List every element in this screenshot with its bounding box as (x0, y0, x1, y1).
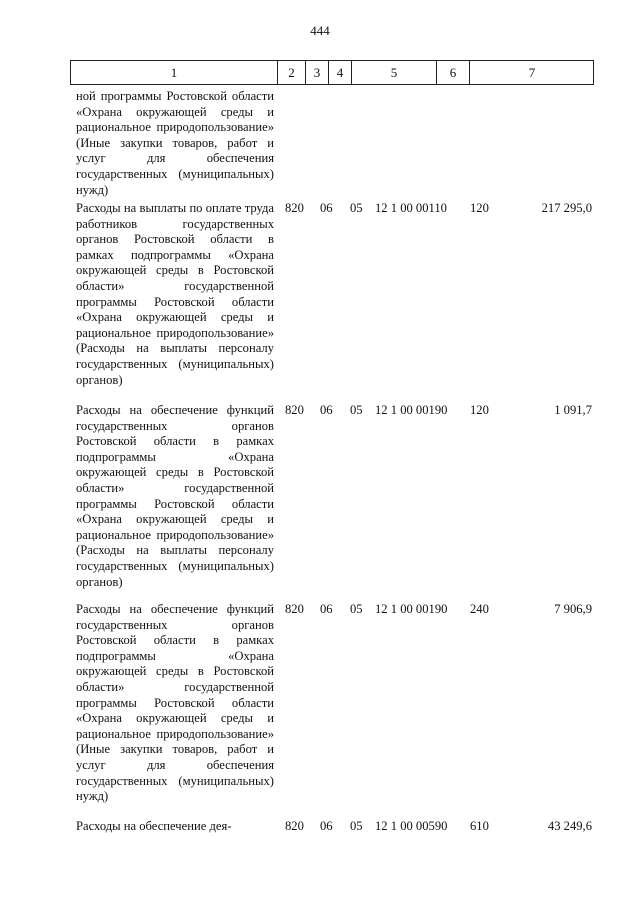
table-header (70, 60, 594, 85)
row-amount: 217 295,0 (541, 201, 592, 215)
row-code: 820 (285, 819, 304, 833)
row-expense-type: 240 (470, 602, 489, 616)
row-description: Расходы на обеспечение функций государственных органов Ростовской области в рамках подпрограммы «Охрана окружающей среды в Ростовской области» государственной программы Ростовской области «Охрана окружающей среды и рациональное природопользование» (Иные закупки товаров, работ и услуг для обеспечения государственных (муниципальных) нужд) (76, 602, 274, 804)
row-target-article: 12 1 00 00190 (375, 403, 448, 417)
row-section: 06 (320, 403, 333, 417)
row-expense-type: 120 (470, 403, 489, 417)
header-col-1: 1 (170, 65, 178, 80)
row-subsection: 05 (350, 819, 363, 833)
row-description: Расходы на обеспечение функций государственных органов Ростовской области в рамках подпрограммы «Охрана окружающей среды в Ростовской области» государственной программы Ростовской области «Охрана окружающей среды и рациональное природопользование» (Расходы на выплаты персоналу государственных (муниципальных) органов) (76, 403, 274, 589)
row-subsection: 05 (350, 201, 363, 215)
row-description: ной программы Ростовской области «Охрана окружающей среды и рациональное природопользование» (Иные закупки товаров, работ и услуг для обеспечения государственных (муниципальных) нужд) (76, 89, 274, 197)
row-expense-type: 120 (470, 201, 489, 215)
header-col-2: 2 (288, 65, 295, 80)
row-code: 820 (285, 201, 304, 215)
header-col-6: 6 (449, 65, 457, 80)
header-col-7: 7 (528, 65, 536, 80)
header-col-5: 5 (390, 65, 398, 80)
page-number: 444 (310, 23, 330, 38)
header-col-3: 3 (313, 65, 321, 80)
row-subsection: 05 (350, 403, 363, 417)
header-col-4: 4 (336, 65, 344, 80)
row-section: 06 (320, 602, 333, 616)
row-amount: 7 906,9 (554, 602, 592, 616)
row-amount: 1 091,7 (554, 403, 592, 417)
row-description: Расходы на выплаты по оплате труда работников государственных органов Ростовской области в рамках подпрограммы «Охрана окружающей среды в Ростовской области» государственной программы Ростовской области «Охрана окружающей среды и рациональное природопользование» (Расходы на выплаты персоналу государственных (муниципальных) органов) (76, 201, 274, 387)
row-code: 820 (285, 602, 304, 616)
row-section: 06 (320, 201, 333, 215)
row-subsection: 05 (350, 602, 363, 616)
row-target-article: 12 1 00 00590 (375, 819, 448, 833)
row-code: 820 (285, 403, 304, 417)
row-target-article: 12 1 00 00190 (375, 602, 448, 616)
row-target-article: 12 1 00 00110 (375, 201, 447, 215)
row-section: 06 (320, 819, 333, 833)
row-description: Расходы на обеспечение дея- (76, 819, 232, 833)
row-expense-type: 610 (470, 819, 489, 833)
row-amount: 43 249,6 (547, 819, 592, 833)
